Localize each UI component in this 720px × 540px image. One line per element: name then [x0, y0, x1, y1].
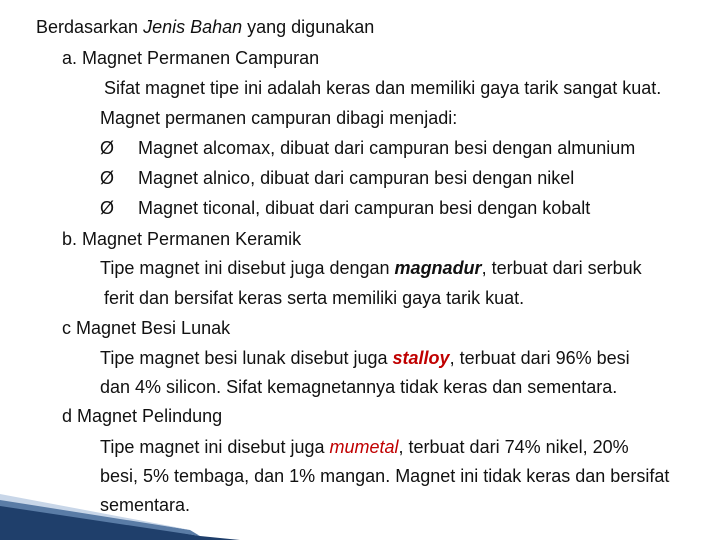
section-b-line1-pre: Tipe magnet ini disebut juga dengan: [100, 258, 395, 278]
section-d-line3: sementara.: [100, 495, 191, 515]
bullet-item: [100, 197, 590, 219]
heading-prefix: Berdasarkan: [36, 17, 144, 37]
arrow-bullet-icon: Ø: [100, 138, 115, 158]
bullet-text: Magnet alnico, dibuat dari campuran besi dengan nikel: [138, 168, 575, 188]
term-stalloy: stalloy: [392, 348, 450, 368]
heading-emphasis: Jenis Bahan: [143, 17, 243, 37]
section-c-line1-pre: Tipe magnet besi lunak disebut juga: [100, 348, 393, 368]
section-c-line2: dan 4% silicon. Sifat kemagnetannya tidak keras dan sementara.: [100, 377, 618, 397]
section-a-line2: Magnet permanen campuran dibagi menjadi:: [100, 108, 458, 128]
bullet-item: [100, 137, 635, 159]
bullet-item: [100, 167, 574, 189]
section-d-line1-pre: Tipe magnet ini disebut juga: [100, 437, 330, 457]
section-c-line1: [100, 347, 630, 369]
section-d-line1-post: , terbuat dari 74% nikel, 20%: [398, 437, 629, 457]
bullet-text: Magnet alcomax, dibuat dari campuran besi dengan almunium: [138, 138, 636, 158]
section-b-line1-post: , terbuat dari serbuk: [481, 258, 642, 278]
term-mumetal: mumetal: [329, 437, 399, 457]
arrow-bullet-icon: Ø: [100, 168, 115, 188]
section-c-line1-post: , terbuat dari 96% besi: [449, 348, 630, 368]
section-a-line1: Sifat magnet tipe ini adalah keras dan memiliki gaya tarik sangat kuat.: [104, 78, 662, 98]
section-b-line2: ferit dan bersifat keras serta memiliki gaya tarik kuat.: [104, 288, 525, 308]
section-b-title: b. Magnet Permanen Keramik: [62, 229, 302, 249]
arrow-bullet-icon: Ø: [100, 198, 115, 218]
section-c-title: c Magnet Besi Lunak: [62, 318, 231, 338]
decorative-swoosh: [0, 450, 240, 540]
section-b-line1: [100, 257, 642, 279]
bullet-text: Magnet ticonal, dibuat dari campuran besi dengan kobalt: [138, 198, 591, 218]
section-a-title: a. Magnet Permanen Campuran: [62, 48, 320, 68]
section-d-title: d Magnet Pelindung: [62, 406, 223, 426]
heading-suffix: yang digunakan: [242, 17, 375, 37]
term-magnadur: magnadur: [394, 258, 482, 278]
section-d-line2: besi, 5% tembaga, dan 1% mangan. Magnet ini tidak keras dan bersifat: [100, 466, 670, 486]
heading: [36, 16, 374, 38]
